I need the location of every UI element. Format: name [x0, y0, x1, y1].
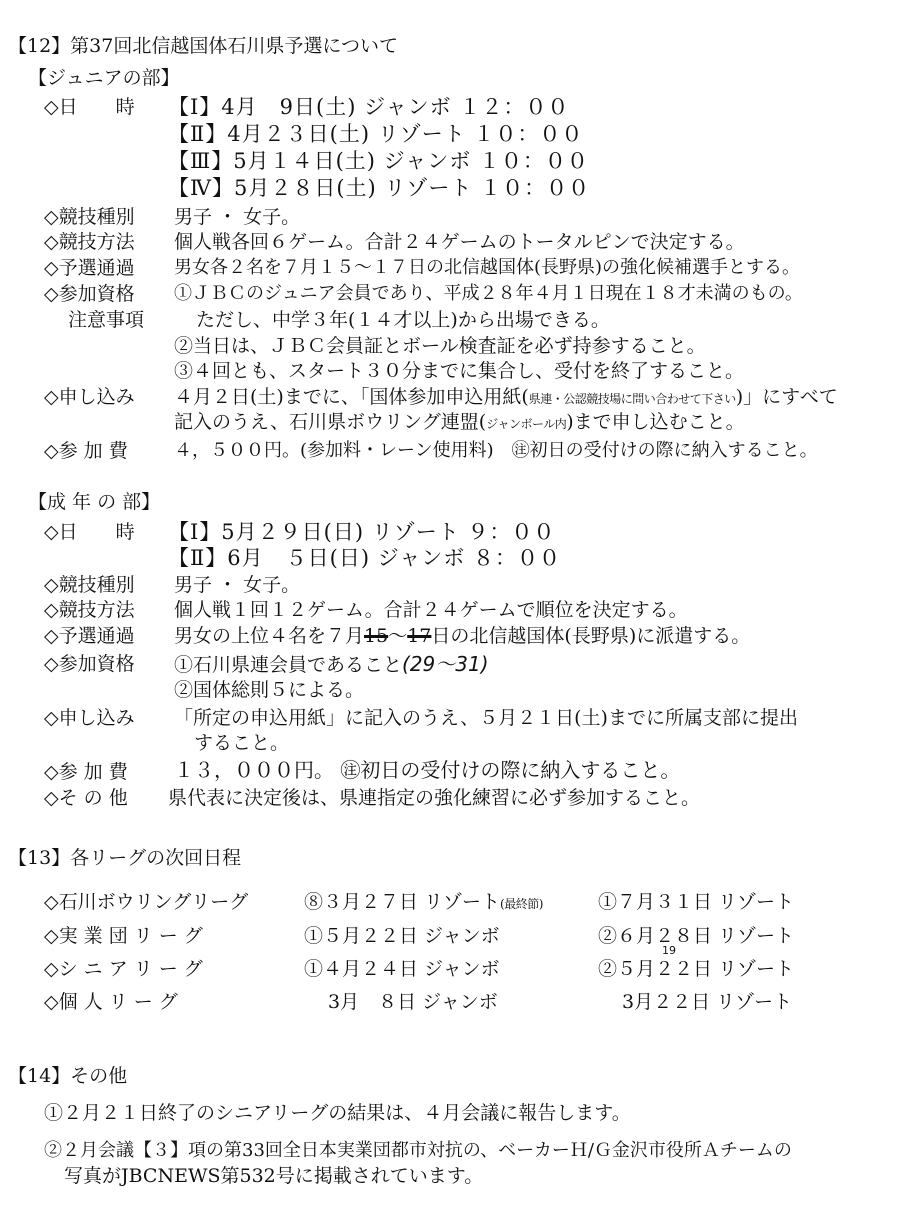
- adult-pass-b: 日の北信越国体(長野県)に派遣する。: [431, 625, 751, 647]
- adult-other: 県代表に決定後は、県連指定の強化練習に必ず参加すること。: [168, 787, 701, 809]
- adult-date-label: ◇日 時: [44, 521, 135, 543]
- adult-pass-tilde: ～: [388, 625, 408, 647]
- adult-apply-2: すること。: [194, 732, 290, 754]
- adult-method: 個人戦１回１２ゲーム。合計２４ゲームで順位を決定する。: [174, 599, 688, 621]
- adult-apply-1: 「所定の申込用紙」に記入のうえ、５月２１日(土)までに所属支部に提出: [174, 707, 798, 729]
- league-row-1-final-note: (最終節): [500, 897, 543, 911]
- adult-pass: [174, 624, 750, 648]
- junior-date-4: 【Ⅳ】5月２８日(土) リゾート １０：００: [168, 176, 591, 200]
- section-14-title: 【14】その他: [8, 1065, 128, 1087]
- adult-qual-1: [174, 652, 489, 677]
- adult-other-label: ◇そ の 他: [44, 787, 128, 809]
- adult-kind-label: ◇競技種別: [44, 574, 135, 596]
- adult-qual-1-handwritten: (29～31): [402, 652, 489, 676]
- league-handwritten-note: 19: [662, 944, 676, 957]
- adult-date-1: 【Ⅰ】5月２９日(日) リゾート ９：００: [168, 520, 556, 544]
- junior-qual-2: ②当日は、ＪＢＣ会員証とボール検査証を必ず持参すること。: [174, 335, 706, 357]
- junior-apply-label: ◇申し込み: [44, 386, 135, 408]
- junior-method-label: ◇競技方法: [44, 231, 135, 253]
- adult-pass-label: ◇予選通過: [44, 625, 135, 647]
- adult-qual-2: ②国体総則５による。: [174, 679, 365, 701]
- other-item-2b: 写真がJBCNEWS第532号に掲載されています。: [64, 1165, 484, 1187]
- league-row-3-second: ②５月２２日 リゾート: [598, 958, 795, 980]
- other-item-1: ①２月２１日終了のシニアリーグの結果は、４月会議に報告します。: [44, 1102, 631, 1124]
- junior-method: 個人戦各回６ゲーム。合計２４ゲームのトータルピンで決定する。: [174, 231, 745, 253]
- adult-heading: 【成 年 の 部】: [28, 491, 161, 513]
- adult-pass-struck-start: 15: [364, 625, 389, 647]
- league-row-2-first: ①５月２２日 ジャンボ: [304, 925, 500, 947]
- junior-pass-label: ◇予選通過: [44, 257, 135, 279]
- adult-qual-1-text: ①石川県連会員であること: [174, 654, 403, 676]
- adult-method-label: ◇競技方法: [44, 599, 135, 621]
- junior-apply-1a: ４月２日(土)までに、「国体参加申込用紙(: [174, 386, 529, 408]
- junior-kind: 男子 ・ 女子。: [174, 206, 301, 228]
- junior-apply-2: [174, 410, 745, 436]
- league-row-1-first: [304, 890, 543, 916]
- adult-kind: 男子 ・ 女子。: [174, 574, 301, 596]
- league-row-3-first: ①４月２４日 ジャンボ: [304, 958, 500, 980]
- league-row-1-name: ◇石川ボウリングリーグ: [44, 891, 249, 913]
- league-row-4-name: ◇個 人 リ ー グ: [44, 991, 178, 1013]
- junior-qual-1: ①ＪＢＣのジュニア会員であり、平成２８年４月１日現在１８才未満のもの。: [174, 283, 803, 304]
- adult-qual-label: ◇参加資格: [44, 653, 135, 675]
- league-row-1-second: ①７月３１日 リゾート: [598, 891, 795, 913]
- junior-fee: ４，５００円。(参加料・レーン使用料) ㊟初日の受付けの際に納入すること。: [174, 440, 818, 461]
- junior-qual-3: ③４回とも、スタート３０分までに集合し、受付を終了すること。: [174, 360, 745, 382]
- league-row-1-first-text: ⑧３月２７日 リゾート: [304, 891, 501, 913]
- league-row-2-name: ◇実 業 団 リ ー グ: [44, 925, 203, 947]
- junior-date-label: ◇日 時: [44, 96, 135, 118]
- league-row-3-name: ◇シ ニ ア リ ー グ: [44, 958, 203, 980]
- league-row-4-first: 3月 ８日 ジャンボ: [328, 991, 498, 1013]
- junior-apply-2-small: ジャンボール内: [486, 417, 567, 431]
- league-row-2-second: ②６月２８日 リゾート: [598, 925, 795, 947]
- adult-date-2: 【Ⅱ】6月 ５日(日) ジャンボ ８：００: [168, 546, 561, 570]
- junior-date-2: 【Ⅱ】4月２３日(土) リゾート １０：００: [168, 122, 584, 146]
- section-12-title: 【12】第37回北信越国体石川県予選について: [8, 35, 398, 57]
- adult-apply-label: ◇申し込み: [44, 707, 135, 729]
- junior-qual-label: ◇参加資格: [44, 283, 135, 305]
- junior-apply-1-small: 県連・公認競技場に問い合わせて下さい: [528, 392, 736, 406]
- junior-kind-label: ◇競技種別: [44, 206, 135, 228]
- league-row-4-second: 3月２２日 リゾート: [622, 991, 793, 1013]
- adult-fee-label: ◇参 加 費: [44, 761, 128, 783]
- other-item-2a: ②２月会議【３】項の第33回全日本実業団都市対抗の、ベーカーＨ/Ｇ金沢市役所Ａチームの: [44, 1140, 792, 1161]
- junior-pass: 男女各２名を７月１５～１７日の北信越国体(長野県)の強化候補選手とする。: [174, 257, 801, 278]
- adult-pass-a: 男女の上位４名を７月: [174, 625, 365, 647]
- junior-apply-2a: 記入のうえ、石川県ボウリング連盟(: [174, 411, 487, 433]
- junior-date-3: 【Ⅲ】5月１４日(土) ジャンボ １０：００: [168, 149, 589, 173]
- adult-pass-struck-end: 17: [407, 625, 432, 647]
- junior-heading: 【ジュニアの部】: [28, 67, 180, 89]
- junior-qual-1b: ただし、中学３年(１４才以上)から出場できる。: [196, 309, 610, 331]
- junior-note-label: 注意事項: [68, 309, 145, 331]
- junior-apply-1: [174, 385, 838, 411]
- section-13-title: 【13】各リーグの次回日程: [8, 847, 242, 869]
- junior-apply-2b: )まで申し込むこと。: [566, 411, 745, 433]
- junior-date-1: 【Ⅰ】4月 9日(土) ジャンボ １２：００: [168, 95, 570, 119]
- junior-fee-label: ◇参 加 費: [44, 440, 128, 462]
- adult-fee: １３，０００円。 ㊟初日の受付けの際に納入すること。: [174, 758, 681, 782]
- junior-apply-1b: )」にすべて: [735, 386, 838, 408]
